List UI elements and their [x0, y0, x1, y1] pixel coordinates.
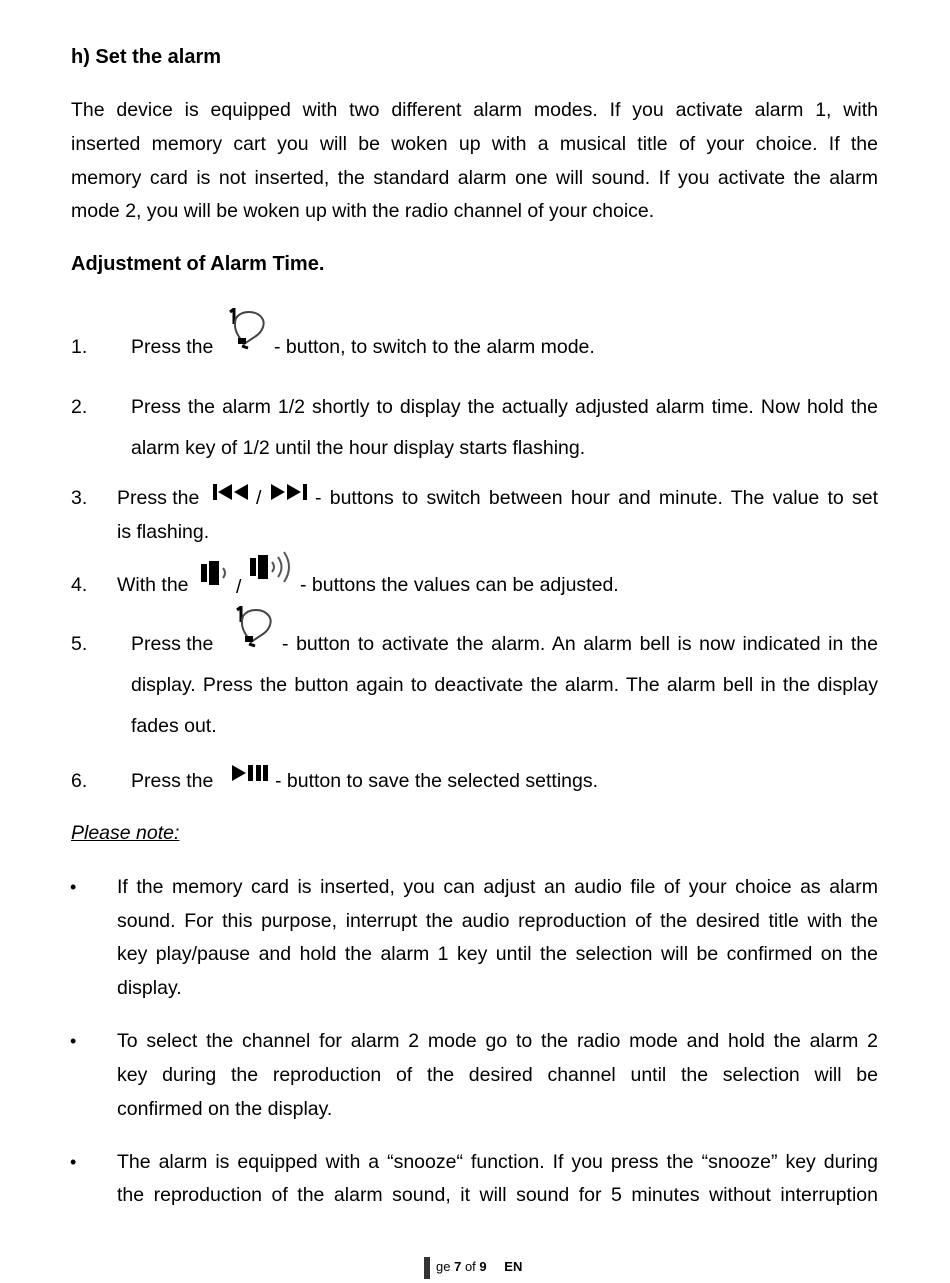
step-number: 5. [71, 633, 88, 655]
page-footer [424, 1257, 522, 1279]
step-number: 2. [71, 396, 88, 418]
step-number: 1. [71, 336, 88, 358]
step-text-line-1: Press the alarm 1/2 shortly to display the actually adjusted alarm time. Now hold the [131, 396, 878, 418]
step-text-pre: Press the [131, 770, 214, 792]
step-text-pre: With the [117, 574, 189, 596]
footer-page: 7 [454, 1259, 462, 1274]
step-number: 6. [71, 770, 88, 792]
step-text-line-3: fades out. [131, 715, 217, 737]
note-line-2: sound. For this purpose, interrupt the audio reproduction of the desired title with the [117, 910, 878, 932]
note-line-3: confirmed on the display. [117, 1098, 333, 1120]
step-text-post: - buttons to switch between hour and minute. The value to set [315, 487, 878, 509]
footer-prefix: ge [436, 1259, 451, 1274]
intro-line-4: mode 2, you will be woken up with the radio channel of your choice. [71, 200, 655, 222]
note-line-2: the reproduction of the alarm sound, it will sound for 5 minutes without interruption [117, 1184, 878, 1206]
step-text-line-2: alarm key of 1/2 until the hour display starts flashing. [131, 437, 586, 459]
section-title: h) Set the alarm [71, 46, 222, 68]
footer-total: 9 [479, 1259, 487, 1274]
alarm-bell-icon [222, 308, 268, 360]
step-text-line-2: is flashing. [117, 521, 210, 543]
note-line-1: If the memory card is inserted, you can adjust an audio file of your choice as alarm [117, 876, 878, 898]
note-line-4: display. [117, 977, 182, 999]
play-pause-icon [230, 762, 272, 790]
bullet: • [70, 1152, 77, 1172]
intro-line-2: inserted memory cart you will be woken up with a musical title of your choice. If the [71, 133, 878, 155]
volume-down-icon [199, 558, 233, 594]
step-separator: / [256, 487, 262, 509]
step-separator: / [236, 576, 242, 598]
note-line-1: To select the channel for alarm 2 mode go to the radio mode and hold the alarm 2 [117, 1030, 878, 1052]
intro-line-3: memory card is not inserted, the standard alarm one will sound. If you activate the alarm [71, 167, 878, 189]
footer-lang: EN [504, 1259, 523, 1274]
bullet: • [70, 1031, 77, 1051]
step-number: 3. [71, 487, 88, 509]
step-text-post: - button to activate the alarm. An alarm bell is now indicated in the [282, 633, 878, 655]
intro-line-1: The device is equipped with two different alarm modes. If you activate alarm 1, with [71, 99, 878, 121]
note-label: Please note: [71, 822, 180, 844]
step-text-line-2: display. Press the button again to deactivate the alarm. The alarm bell in the display [131, 674, 878, 696]
note-line-3: key play/pause and hold the alarm 1 key until the selection will be confirmed on the [117, 943, 878, 965]
skip-forward-icon [269, 482, 309, 508]
footer-bar [424, 1257, 430, 1279]
step-text-post: - button to save the selected settings. [275, 770, 599, 792]
bullet: • [70, 877, 77, 897]
step-text-pre: Press the [131, 336, 214, 358]
subheading: Adjustment of Alarm Time. [71, 253, 325, 275]
note-line-2: key during the reproduction of the desired channel until the selection will be [117, 1064, 878, 1086]
note-line-1: The alarm is equipped with a “snooze“ function. If you press the “snooze” key during [117, 1151, 878, 1173]
volume-up-icon [248, 550, 296, 590]
step-text-pre: Press the [117, 487, 200, 509]
step-text-post: - buttons the values can be adjusted. [300, 574, 619, 596]
step-text-post: - button, to switch to the alarm mode. [274, 336, 595, 358]
step-number: 4. [71, 574, 88, 596]
skip-back-icon [212, 482, 252, 508]
alarm-bell-icon [229, 606, 275, 658]
footer-of: of [464, 1259, 476, 1274]
step-text-pre: Press the [131, 633, 214, 655]
